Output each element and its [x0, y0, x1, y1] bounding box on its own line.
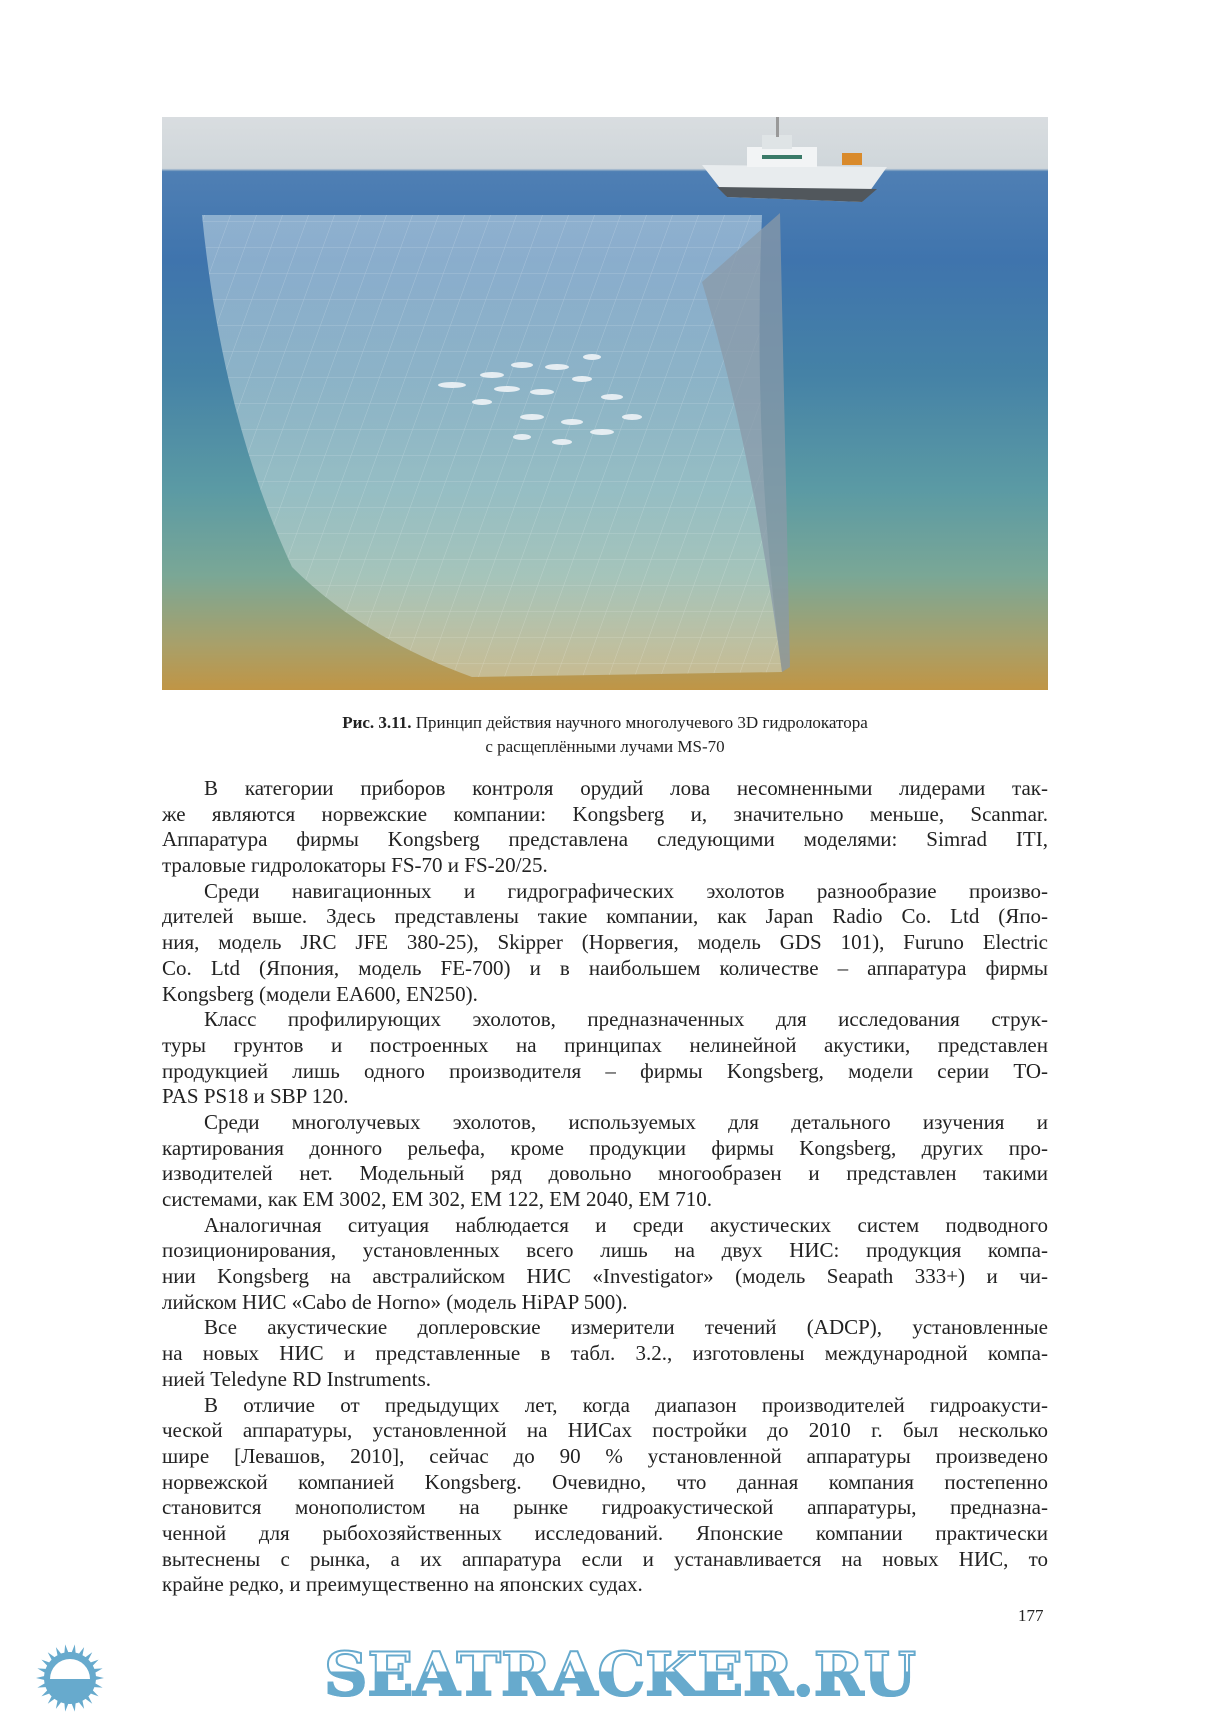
- paragraph-line: системами, как EM 3002, EM 302, EM 122, EM 2040, EM 710.: [162, 1187, 713, 1211]
- paragraph-line: шире [Левашов, 2010], сейчас до 90 % установленной аппаратуры произведено: [162, 1443, 1048, 1468]
- caption-text-1: Принцип действия научного многолучевого 3D гидролокатора: [411, 713, 868, 732]
- paragraph-line: Среди навигационных и гидрографических эхолотов разнообразие произво-: [204, 878, 1048, 903]
- paragraph-line: продукцией лишь одного производителя – фирмы Kongsberg, модели серии TO-: [162, 1058, 1048, 1083]
- paragraph-line: Аналогичная ситуация наблюдается и среди акустических систем подводного: [204, 1212, 1048, 1237]
- watermark-sun-logo: [0, 1638, 140, 1712]
- sun-icon: [36, 1644, 104, 1711]
- paragraph-line: дителей выше. Здесь представлены такие компании, как Japan Radio Co. Ltd (Япо-: [162, 904, 1048, 929]
- paragraph-line: вытеснены с рынка, а их аппаратура если и устанавливается на новых НИС, то: [162, 1546, 1048, 1571]
- paragraph-line: туры грунтов и построенных на принципах нелинейной акустики, представлен: [162, 1032, 1048, 1057]
- paragraph-line: норвежской компанией Kongsberg. Очевидно, что данная компания постепенно: [162, 1469, 1048, 1494]
- page-number: 177: [1018, 1606, 1044, 1625]
- paragraph-line: же являются норвежские компании: Kongsberg и, значительно меньше, Scanmar.: [162, 801, 1048, 826]
- paragraph-line: Аппаратура фирмы Kongsberg представлена следующими моделями: Simrad ITI,: [162, 827, 1048, 852]
- paragraph-line: лийском НИС «Cabo de Horno» (модель HiPAP 500).: [162, 1289, 628, 1314]
- paragraph-line: В отличие от предыдущих лет, когда диапазон производителей гидроакусти-: [204, 1392, 1048, 1417]
- paragraph-line: нии Kongsberg на австралийском НИС «Investigator» (модель Seapath 333+) и чи-: [162, 1264, 1048, 1289]
- watermark-text: SEATRACKER.RU: [190, 1640, 1050, 1710]
- paragraph-line: Среди многолучевых эхолотов, используемых для детального изучения и: [204, 1109, 1048, 1134]
- paragraph-line: Все акустические доплеровские измерители течений (ADCP), установленные: [204, 1315, 1048, 1340]
- paragraph-line: Kongsberg (модели EA600, EN250).: [162, 981, 478, 1006]
- sonar-fan-grid: [202, 215, 782, 677]
- body-text: [162, 776, 1048, 1598]
- paragraph-line: становится монополистом на рынке гидроакустической аппаратуры, предназна-: [162, 1495, 1048, 1520]
- paragraph-line: ченной для рыбохозяйственных исследований. Японские компании практически: [162, 1520, 1048, 1545]
- sonar-beam-graphic: [162, 117, 1048, 690]
- paragraph-line: траловые гидролокаторы FS-70 и FS-20/25.: [162, 853, 548, 878]
- paragraph-line: крайне редко, и преимущественно на японских судах.: [162, 1572, 643, 1597]
- paragraph-line: позиционирования, установленных всего лишь на двух НИС: продукция компа-: [162, 1238, 1048, 1263]
- paragraph-line: Класс профилирующих эхолотов, предназначенных для исследования струк-: [204, 1007, 1048, 1032]
- paragraph-line: на новых НИС и представленные в табл. 3.2., изготовлены международной компа-: [162, 1341, 1048, 1366]
- paragraph-line: изводителей нет. Модельный ряд довольно многообразен и представлен такими: [162, 1161, 1048, 1186]
- paragraph-line: Co. Ltd (Япония, модель FE-700) и в наибольшем количестве – аппаратура фирмы: [162, 955, 1048, 980]
- paragraph-line: нией Teledyne RD Instruments.: [162, 1366, 432, 1391]
- sonar-illustration: [162, 117, 1048, 690]
- paragraph-line: PAS PS18 и SBP 120.: [162, 1084, 349, 1109]
- research-vessel: [702, 117, 887, 202]
- figure-caption: [162, 711, 1048, 759]
- paragraph-line: ческой аппаратуры, установленной на НИСах постройки до 2010 г. был несколько: [162, 1418, 1048, 1443]
- paragraph-line: В категории приборов контроля орудий лова несомненными лидерами так-: [204, 776, 1048, 800]
- caption-label: Рис. 3.11.: [342, 713, 412, 732]
- caption-text-2: с расщеплёнными лучами MS-70: [485, 737, 725, 756]
- paragraph-line: картирования донного рельефа, кроме продукции фирмы Kongsberg, других про-: [162, 1135, 1048, 1160]
- paragraph-line: ния, модель JRC JFE 380-25), Skipper (Норвегия, модель GDS 101), Furuno Electric: [162, 930, 1048, 955]
